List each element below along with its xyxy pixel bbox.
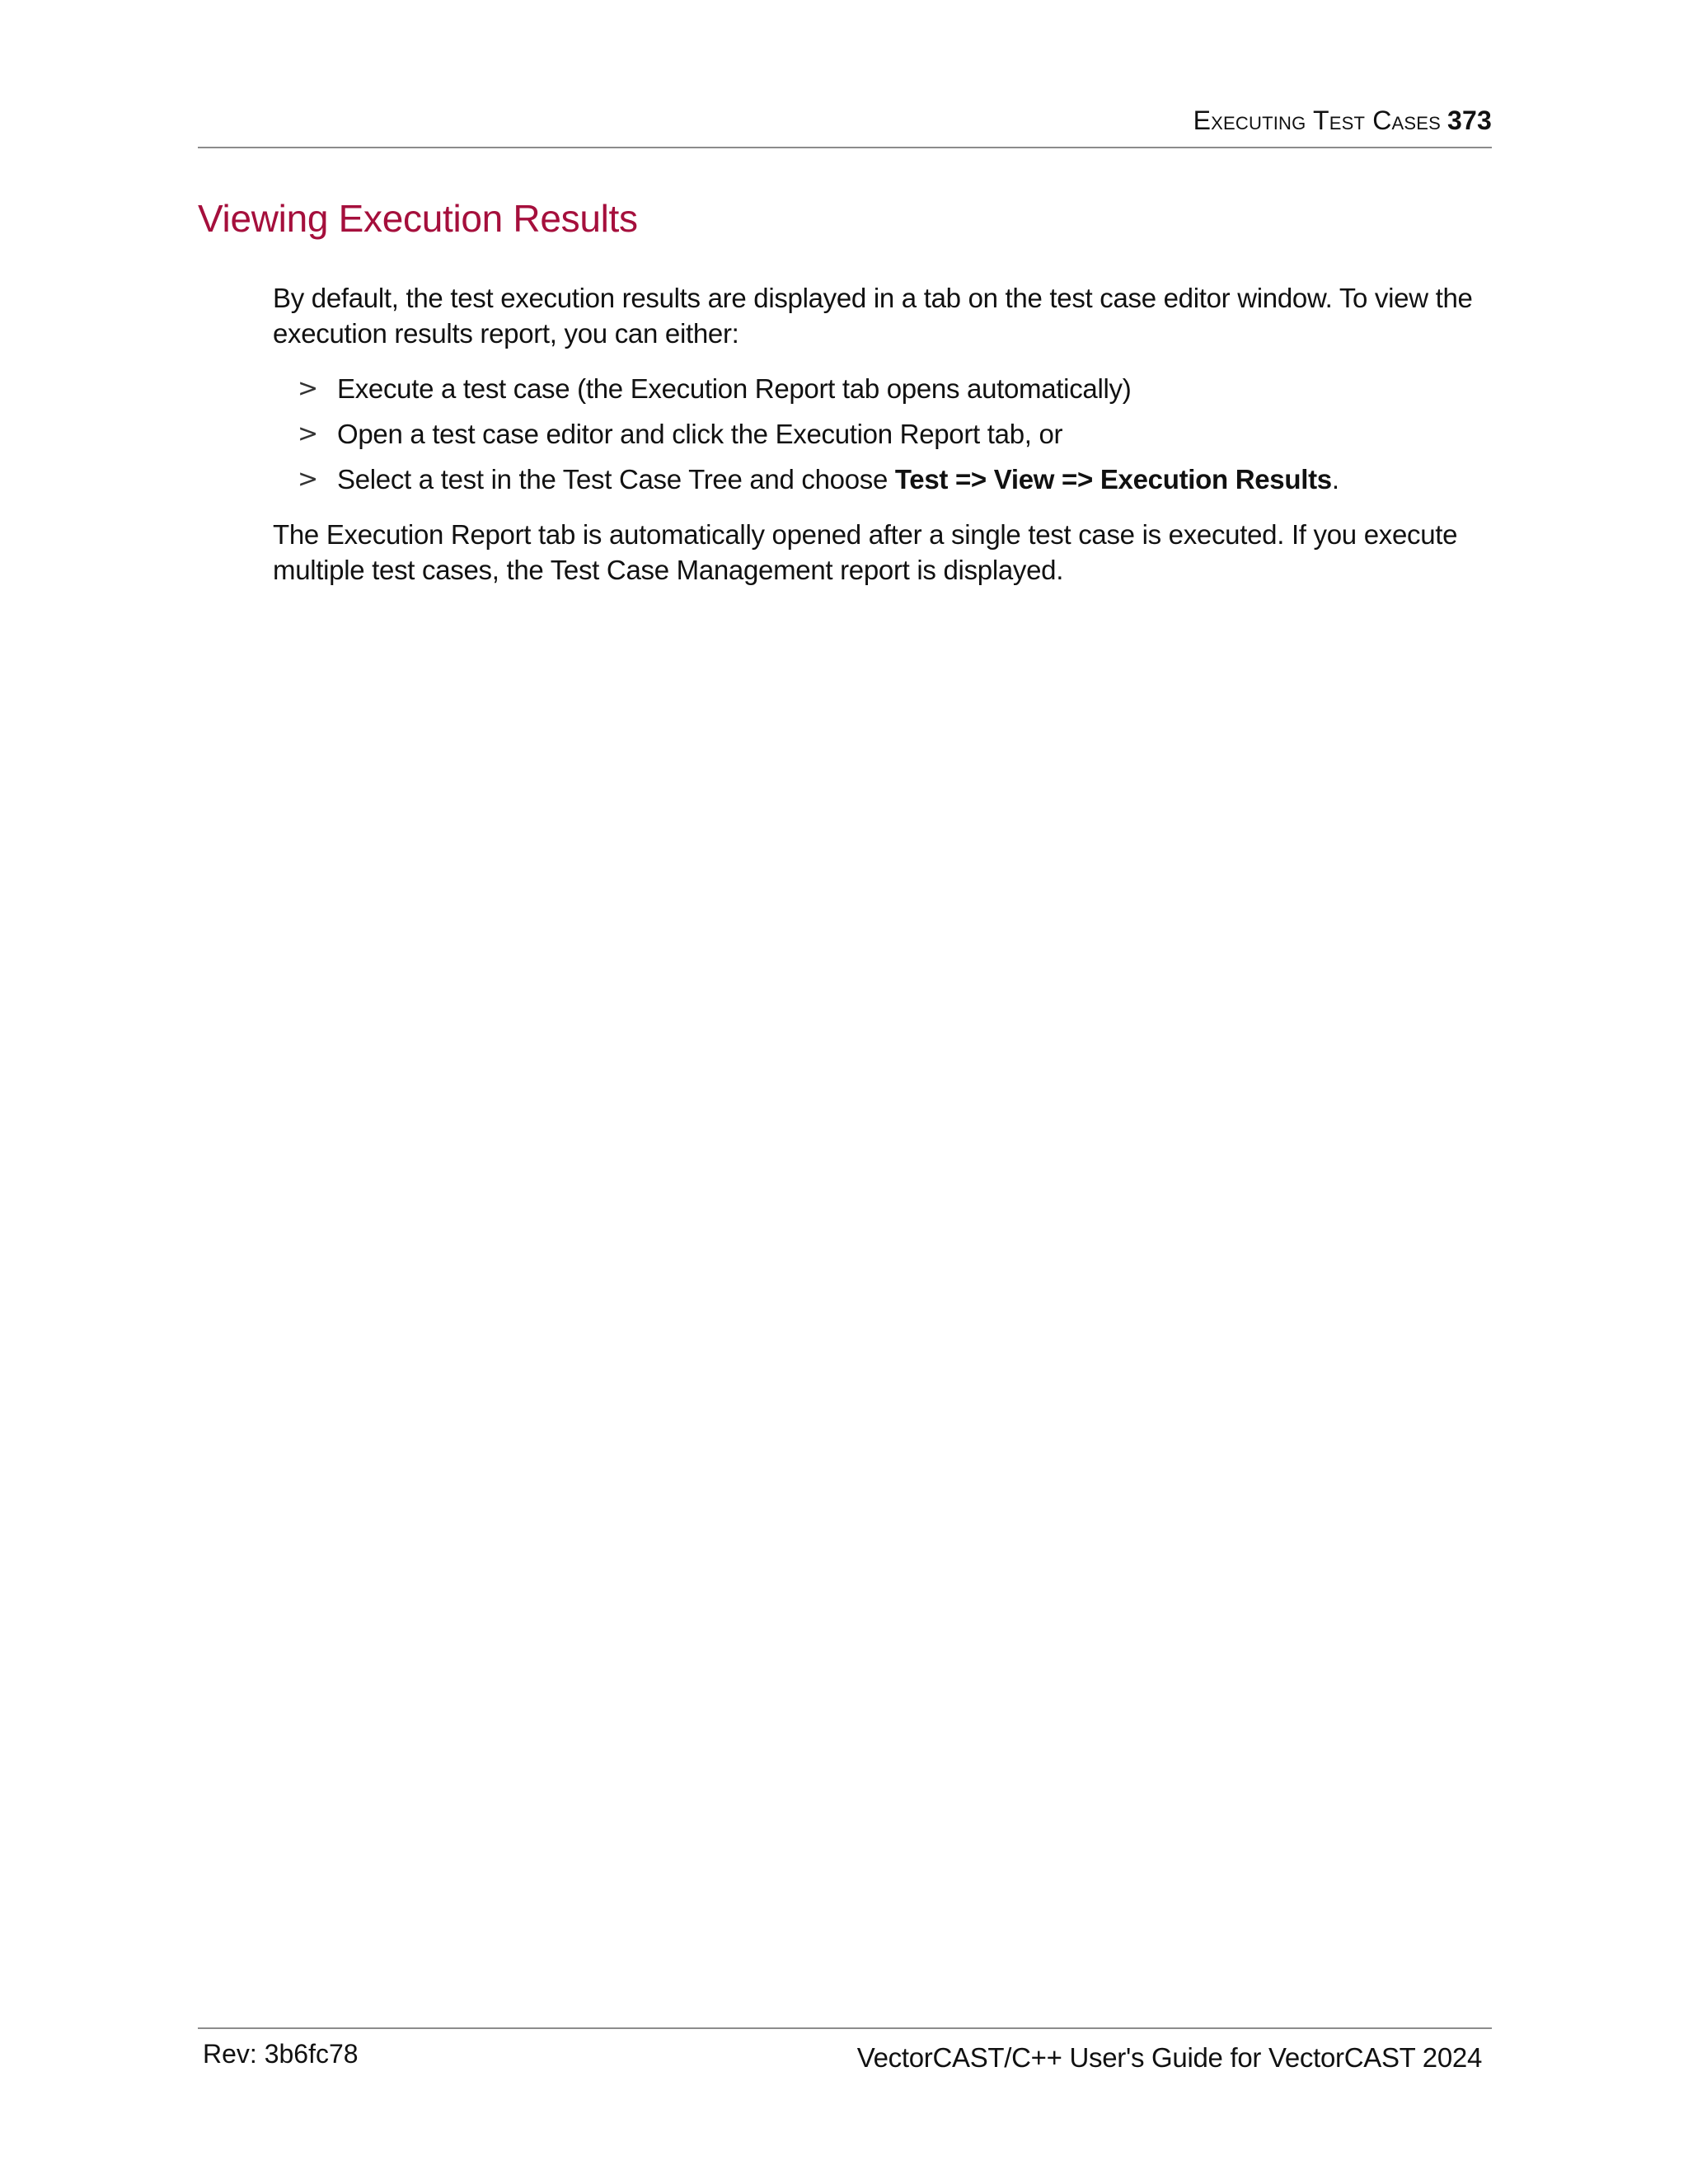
list-item xyxy=(273,416,1493,452)
bullet-arrow-icon: > xyxy=(298,374,318,403)
options-list xyxy=(273,371,1493,497)
list-item xyxy=(273,371,1493,406)
header-word2-initial: T xyxy=(1312,105,1329,135)
section-body xyxy=(273,280,1493,588)
header-word1-initial: E xyxy=(1193,105,1212,135)
header-word3-initial: C xyxy=(1372,105,1392,135)
menu-path: Test => View => Execution Results xyxy=(894,464,1332,494)
footer-divider xyxy=(198,2027,1492,2029)
intro-paragraph: By default, the test execution results are displayed in a tab on the test case editor window. To view the execution results report, you can either: xyxy=(273,283,1473,349)
page-number: 373 xyxy=(1447,105,1492,135)
list-item-text: Select a test in the Test Case Tree and choose xyxy=(337,464,895,494)
list-item-text: Open a test case editor and click the Execution Report tab, or xyxy=(337,419,1063,449)
header-word1-rest: xecuting xyxy=(1211,105,1306,135)
running-header xyxy=(1193,105,1492,136)
page-header xyxy=(198,105,1492,148)
revision-label: Rev: 3b6fc78 xyxy=(203,2039,359,2069)
header-word2-rest: est xyxy=(1329,105,1366,135)
closing-paragraph: The Execution Report tab is automatically opened after a single test case is executed. If you execute multiple test cases, the Test Case Management report is displayed. xyxy=(273,519,1458,585)
list-item-suffix: . xyxy=(1331,464,1339,494)
bullet-arrow-icon: > xyxy=(298,419,318,448)
bullet-arrow-icon: > xyxy=(298,465,318,494)
list-item xyxy=(273,462,1493,497)
header-word3-rest: ases xyxy=(1391,105,1441,135)
section-title: Viewing Execution Results xyxy=(198,197,638,240)
guide-title: VectorCAST/C++ User's Guide for VectorCAST 2024 xyxy=(856,2042,1482,2073)
list-item-text: Execute a test case (the Execution Report tab opens automatically) xyxy=(337,373,1132,404)
